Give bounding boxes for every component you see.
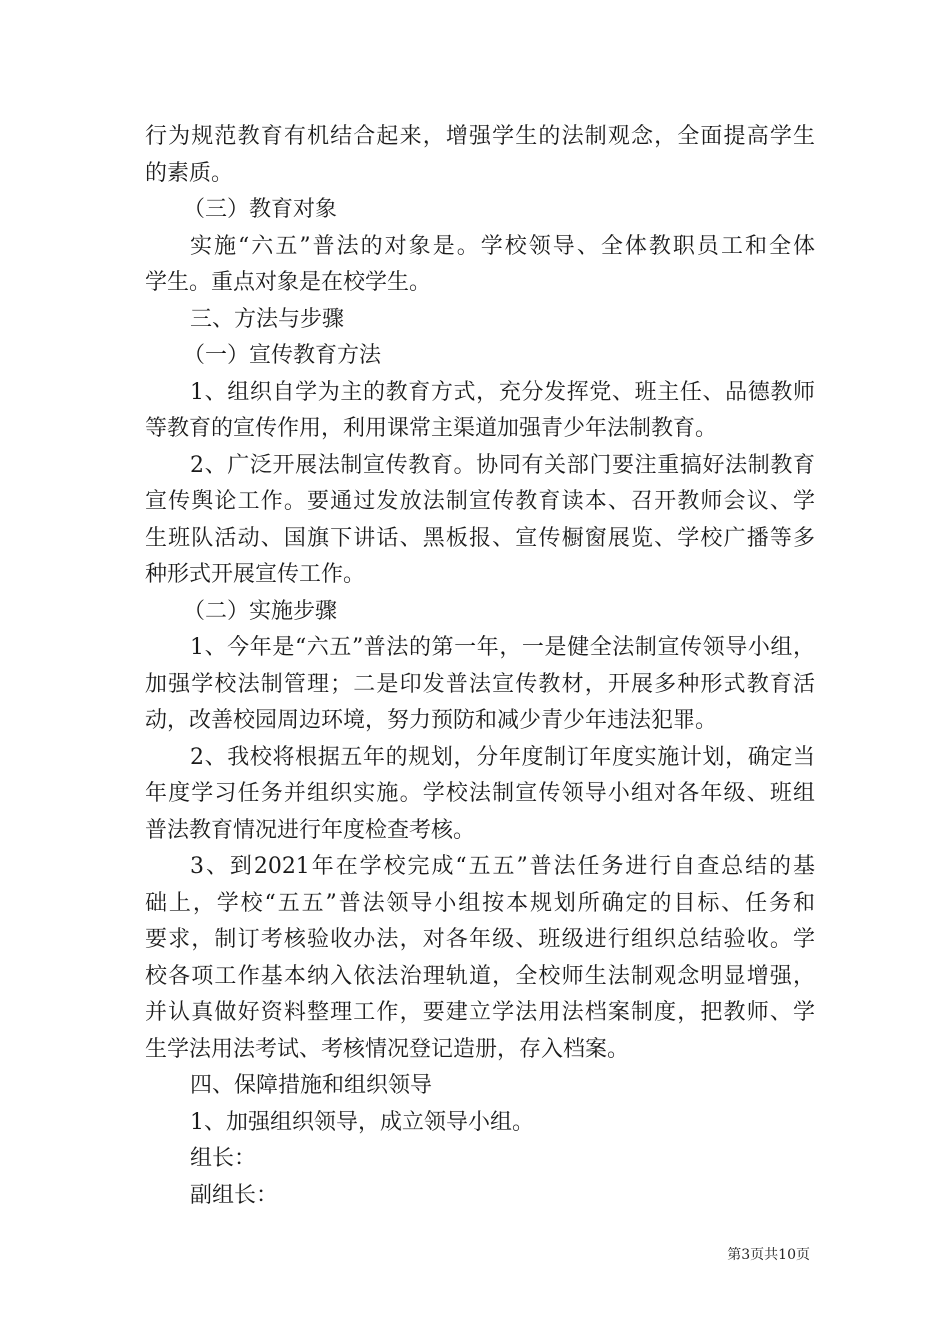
text-line: 动，改善校园周边环境，努力预防和减少青少年违法犯罪。 bbox=[145, 708, 718, 733]
text-line: （三）教育对象 bbox=[183, 197, 338, 222]
text-line: 四、保障措施和组织领导 bbox=[190, 1073, 433, 1098]
text-line: 种形式开展宣传工作。 bbox=[145, 562, 366, 587]
page-number: 第3页共10页 bbox=[727, 1247, 810, 1263]
text-line: 1、组织自学为主的教育方式，充分发挥党、班主任、品德教师 bbox=[190, 379, 815, 405]
text-line: 2、广泛开展法制宣传教育。协同有关部门要注重搞好法制教育 bbox=[190, 452, 815, 478]
text-line: 要求，制订考核验收办法，对各年级、班级进行组织总结验收。学 bbox=[145, 927, 815, 952]
text-line: 等教育的宣传作用，利用课常主渠道加强青少年法制教育。 bbox=[145, 416, 718, 441]
text-line: 生班队活动、国旗下讲话、黑板报、宣传橱窗展览、学校广播等多 bbox=[145, 525, 815, 551]
text-line: 加强学校法制管理；二是印发普法宣传教材，开展多种形式教育活 bbox=[145, 671, 815, 697]
text-line: 三、方法与步骤 bbox=[190, 306, 345, 332]
text-line: 生学法用法考试、考核情况登记造册，存入档案。 bbox=[145, 1036, 630, 1062]
text-line: 学生。重点对象是在校学生。 bbox=[145, 270, 432, 295]
text-line: 1、加强组织领导，成立领导小组。 bbox=[190, 1109, 534, 1135]
text-line: 宣传舆论工作。要通过发放法制宣传教育读本、召开教师会议、学 bbox=[145, 489, 815, 514]
document-body bbox=[145, 119, 815, 1214]
text-line: 普法教育情况进行年度检查考核。 bbox=[145, 817, 476, 843]
text-line: 并认真做好资料整理工作，要建立学法用法档案制度，把教师、学 bbox=[145, 1000, 815, 1025]
text-line: 的素质。 bbox=[145, 160, 234, 186]
text-line: 组长： bbox=[190, 1146, 257, 1171]
text-line: 3、到2021年在学校完成“五五”普法任务进行自查总结的基 bbox=[190, 854, 815, 879]
text-line: 行为规范教育有机结合起来，增强学生的法制观念，全面提高学生 bbox=[145, 124, 815, 149]
text-line: 副组长： bbox=[190, 1182, 279, 1208]
text-line: 2、我校将根据五年的规划，分年度制订年度实施计划，确定当 bbox=[190, 744, 815, 770]
text-line: （一）宣传教育方法 bbox=[183, 343, 382, 368]
text-line: 实施“六五”普法的对象是。学校领导、全体教职员工和全体 bbox=[190, 233, 815, 259]
text-line: 校各项工作基本纳入依法治理轨道，全校师生法制观念明显增强， bbox=[145, 963, 815, 989]
text-line: （二）实施步骤 bbox=[183, 598, 338, 624]
text-line: 础上，学校“五五”普法领导小组按本规划所确定的目标、任务和 bbox=[145, 890, 815, 916]
text-line: 年度学习任务并组织实施。学校法制宣传领导小组对各年级、班组 bbox=[145, 781, 815, 806]
text-line: 1、今年是“六五”普法的第一年，一是健全法制宣传领导小组， bbox=[190, 635, 815, 660]
